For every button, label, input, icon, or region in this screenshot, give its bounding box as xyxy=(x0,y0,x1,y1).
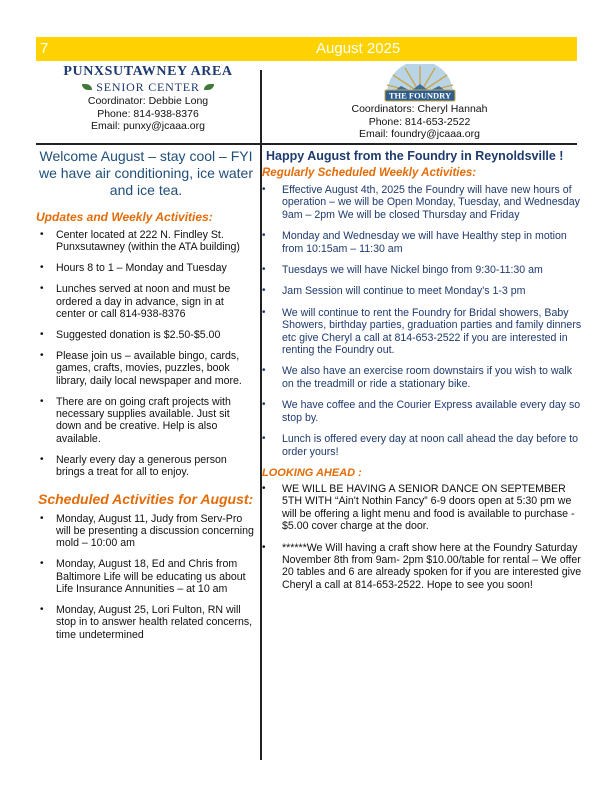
list-item: • Nearly every day a generous person brings a treat for all to enjoy. xyxy=(36,454,256,479)
updates-heading: Updates and Weekly Activities: xyxy=(36,210,213,224)
phone: Phone: 814-653-2522 xyxy=(368,115,471,128)
list-item: • WE WILL BE HAVING A SENIOR DANCE ON SEPTEMBER 5TH WITH “Ain't Nothin Fancy” 6-9 doors open at 5:30 pm we will be offering a light menu and food is available to purchase - $5.00 cover charge at the door. xyxy=(262,483,582,533)
list-item: • Suggested donation is $2.50-$5.00 xyxy=(36,329,256,341)
updates-list xyxy=(36,229,256,479)
foundry-column xyxy=(262,147,582,600)
list-item: • We also have an exercise room downstairs if you wish to walk on the treadmill or ride a stationary bike. xyxy=(262,365,582,390)
foundry-heading: Happy August from the Foundry in Reynoldsville ! xyxy=(266,149,564,163)
weekly-heading: Regularly Scheduled Weekly Activities: xyxy=(262,167,477,179)
list-item: • Center located at 222 N. Findley St. Punxsutawney (within the ATA building) xyxy=(36,229,256,254)
issue-month: August 2025 xyxy=(316,40,401,57)
scheduled-list xyxy=(36,513,256,642)
list-item: • Monday, August 11, Judy from Serv-Pro will be presenting a discussion concerning mold – 10:00 am xyxy=(36,513,256,550)
foundry-header xyxy=(262,64,577,141)
list-item: • Lunch is offered every day at noon call ahead the day before to order yours! xyxy=(262,433,582,458)
list-item: • Jam Session will continue to meet Monday's 1-3 pm xyxy=(262,285,582,297)
list-item: • Monday and Wednesday we will have Healthy step in motion from 10:15am – 11:30 am xyxy=(262,230,582,255)
looking-ahead-heading: LOOKING AHEAD : xyxy=(262,466,362,479)
list-item: • We will continue to rent the Foundry for Bridal showers, Baby Showers, birthday parties, graduation parties and family dinners etc give Cheryl a call at 814-653-2522 if you are interested in renting the Foundry out. xyxy=(262,307,582,357)
list-item: • ******We Will having a craft show here at the Foundry Saturday November 8th from 9am- 2pm $10.00/table for rental – We offer 20 tables and 6 are already spoken for if you are interested give Cheryl a call at 814-653-2522. Hope to see you soon! xyxy=(262,542,582,592)
list-item: • Hours 8 to 1 – Monday and Tuesday xyxy=(36,262,256,274)
coordinator: Coordinator: Debbie Long xyxy=(87,95,209,107)
list-item: • Monday, August 18, Ed and Chris from Baltimore Life will be educating us about Life Insurance Annunities – at 10 am xyxy=(36,558,256,595)
list-item: • Effective August 4th, 2025 the Foundry will have new hours of operation – we will be Open Monday, Tuesday, and Wednesday 9am – 2pm We will be closed Thursday and Friday xyxy=(262,184,582,221)
looking-ahead-list xyxy=(262,483,582,591)
senior-center-header xyxy=(40,64,256,133)
leaf-icon xyxy=(204,84,214,90)
welcome-message: Welcome August – stay cool – FYI we have air conditioning, ice water and ice tea. xyxy=(38,148,253,198)
list-item: • Tuesdays we will have Nickel bingo from 9:30-11:30 am xyxy=(262,264,582,276)
senior-center-column xyxy=(36,147,256,650)
page-banner xyxy=(36,37,577,61)
scheduled-heading: Scheduled Activities for August: xyxy=(38,490,254,507)
coordinators: Coordinators: Cheryl Hannah xyxy=(351,103,488,115)
email: Email: foundry@jcaaa.org xyxy=(359,128,480,140)
page-number: 7 xyxy=(40,40,49,57)
header-divider xyxy=(36,143,577,145)
senior-center-logo: PUNXSUTAWNEY AREA SENIOR CENTER xyxy=(63,64,233,94)
list-item: • Lunches served at noon and must be ordered a day in advance, sign in at center or call 814-938-8376 xyxy=(36,283,256,320)
foundry-logo xyxy=(381,64,459,102)
list-item: • Please join us – available bingo, cards, games, crafts, movies, puzzles, book library, daily local newspaper and more. xyxy=(36,350,256,387)
leaf-icon xyxy=(82,84,92,90)
weekly-list xyxy=(262,184,582,458)
list-item: • Monday, August 25, Lori Fulton, RN will stop in to answer health related concerns, time undetermined xyxy=(36,604,256,641)
list-item: • There are on going craft projects with necessary supplies available. Just sit down and be creative. Help is also available. xyxy=(36,396,256,446)
list-item: • We have coffee and the Courier Express available every day so stop by. xyxy=(262,399,582,424)
foundry-logo-text: THE FOUNDRY xyxy=(388,90,451,101)
phone: Phone: 814-938-8376 xyxy=(97,107,199,120)
email: Email: punxy@jcaaa.org xyxy=(91,120,205,132)
